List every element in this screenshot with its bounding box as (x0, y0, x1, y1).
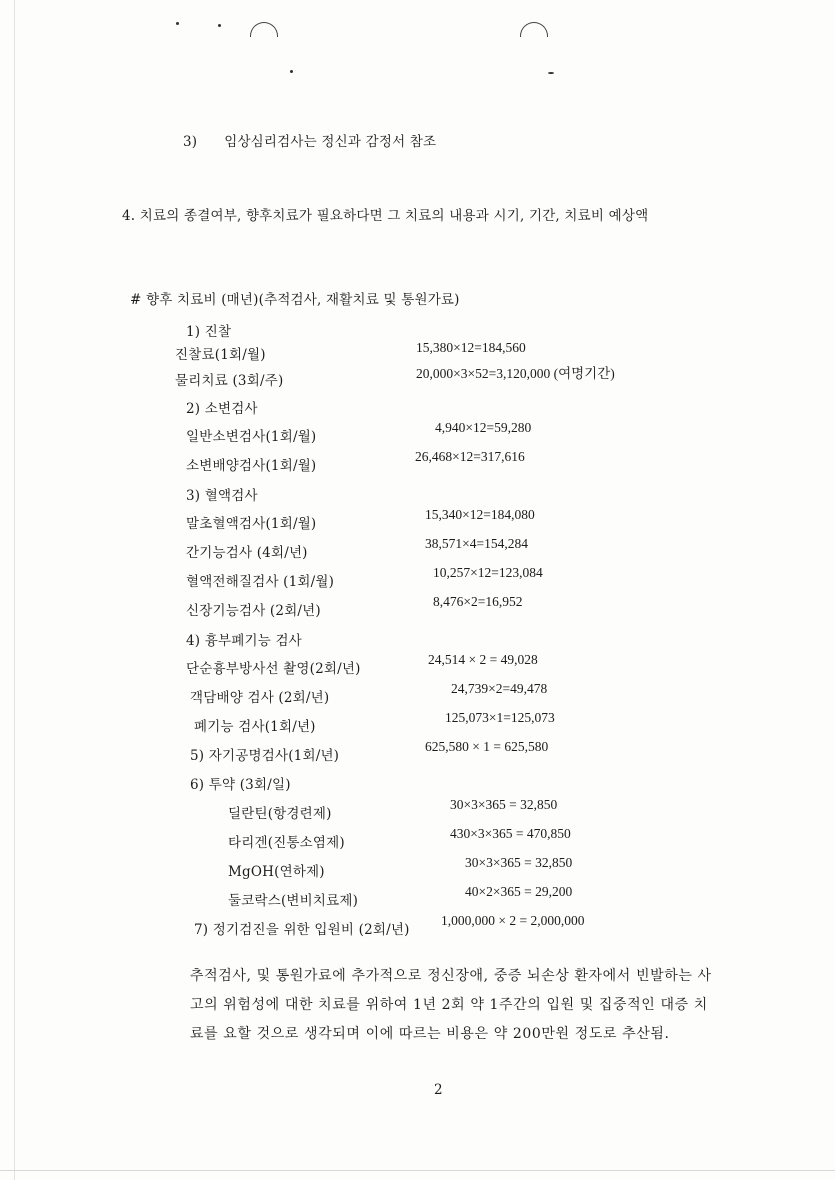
row-label: 일반소변검사(1회/월) (186, 429, 317, 445)
scan-speck (290, 70, 293, 73)
row-label: 말초혈액검사(1회/월) (186, 516, 317, 532)
row-label: 혈액전해질검사 (1회/월) (186, 574, 335, 590)
row-value: 38,571×4=154,284 (425, 536, 528, 551)
row-label: 단순흉부방사선 촬영(2회/년) (186, 661, 361, 677)
section-3-title: 3) 혈액검사 (186, 488, 258, 504)
row-label: 물리치료 (3회/주) (175, 373, 284, 389)
medication-label: 딜란틴(항경련제) (228, 806, 332, 822)
punch-hole-right (520, 22, 548, 37)
row-label: 신장기능검사 (2회/년) (186, 603, 321, 619)
section-6-title: 6) 투약 (3회/일) (190, 777, 291, 793)
medication-value: 430×3×365 = 470,850 (450, 826, 571, 841)
row-value: 10,257×12=123,084 (433, 565, 543, 580)
row-value: 20,000×3×52=3,120,000 (여명기간) (416, 366, 615, 381)
row-value: 1,000,000 × 2 = 2,000,000 (441, 913, 585, 928)
scan-speck (176, 22, 179, 25)
row-label: 진찰료(1회/월) (175, 347, 266, 363)
row-value: 26,468×12=317,616 (415, 449, 525, 464)
section-2-title: 2) 소변검사 (186, 401, 258, 417)
scan-left-edge (14, 0, 15, 1180)
section-1-title: 1) 진찰 (186, 324, 232, 340)
row-label: 객담배양 검사 (2회/년) (190, 690, 330, 706)
medication-value: 40×2×365 = 29,200 (465, 884, 573, 899)
row-value: 15,340×12=184,080 (425, 507, 535, 522)
scan-speck (548, 72, 554, 74)
medication-label: 타리겐(진통소염제) (228, 835, 345, 851)
section-4-title: 4) 흉부폐기능 검사 (186, 633, 302, 649)
section-7-title: 7) 정기검진을 위한 입원비 (2회/년) (194, 922, 410, 938)
medication-label: MgOH(연하제) (228, 864, 325, 880)
summary-paragraph-line: 추적검사, 및 통원가료에 추가적으로 정신장애, 중증 뇌손상 환자에서 빈발하는 사 (190, 968, 712, 984)
summary-paragraph-line: 고의 위험성에 대한 치료를 위하여 1년 2회 약 1주간의 입원 및 집중적인 대증 치 (190, 997, 708, 1013)
section-5-title: 5) 자기공명검사(1회/년) (190, 748, 340, 764)
summary-paragraph-line: 료를 요할 것으로 생각되며 이에 따르는 비용은 약 200만원 정도로 추산됨. (190, 1026, 670, 1042)
row-value: 8,476×2=16,952 (433, 594, 523, 609)
row-label: 폐기능 검사(1회/년) (194, 719, 316, 735)
scan-bottom-edge (0, 1170, 835, 1171)
row-value: 125,073×1=125,073 (445, 710, 555, 725)
row-value: 625,580 × 1 = 625,580 (425, 739, 549, 754)
row-label: 소변배양검사(1회/월) (186, 458, 317, 474)
row-label: 간기능검사 (4회/년) (186, 545, 308, 561)
medication-value: 30×3×365 = 32,850 (465, 855, 573, 870)
item-3-note: 3) 임상심리검사는 정신과 감정서 참조 (183, 134, 437, 150)
medication-value: 30×3×365 = 32,850 (450, 797, 558, 812)
row-value: 4,940×12=59,280 (435, 420, 532, 435)
row-value: 24,739×2=49,478 (451, 681, 548, 696)
scan-speck (218, 24, 221, 27)
row-value: 15,380×12=184,560 (416, 340, 526, 355)
section-4-heading: 4. 치료의 종결여부, 향후치료가 필요하다면 그 치료의 내용과 시기, 기간, 치료비 예상액 (122, 208, 649, 224)
future-cost-title: # 향후 치료비 (매년)(추적검사, 재활치료 및 통원가료) (130, 292, 460, 308)
punch-hole-left (250, 22, 278, 37)
row-value: 24,514 × 2 = 49,028 (428, 652, 538, 667)
page-number: 2 (434, 1082, 443, 1098)
medication-label: 둘코락스(변비치료제) (228, 893, 359, 909)
